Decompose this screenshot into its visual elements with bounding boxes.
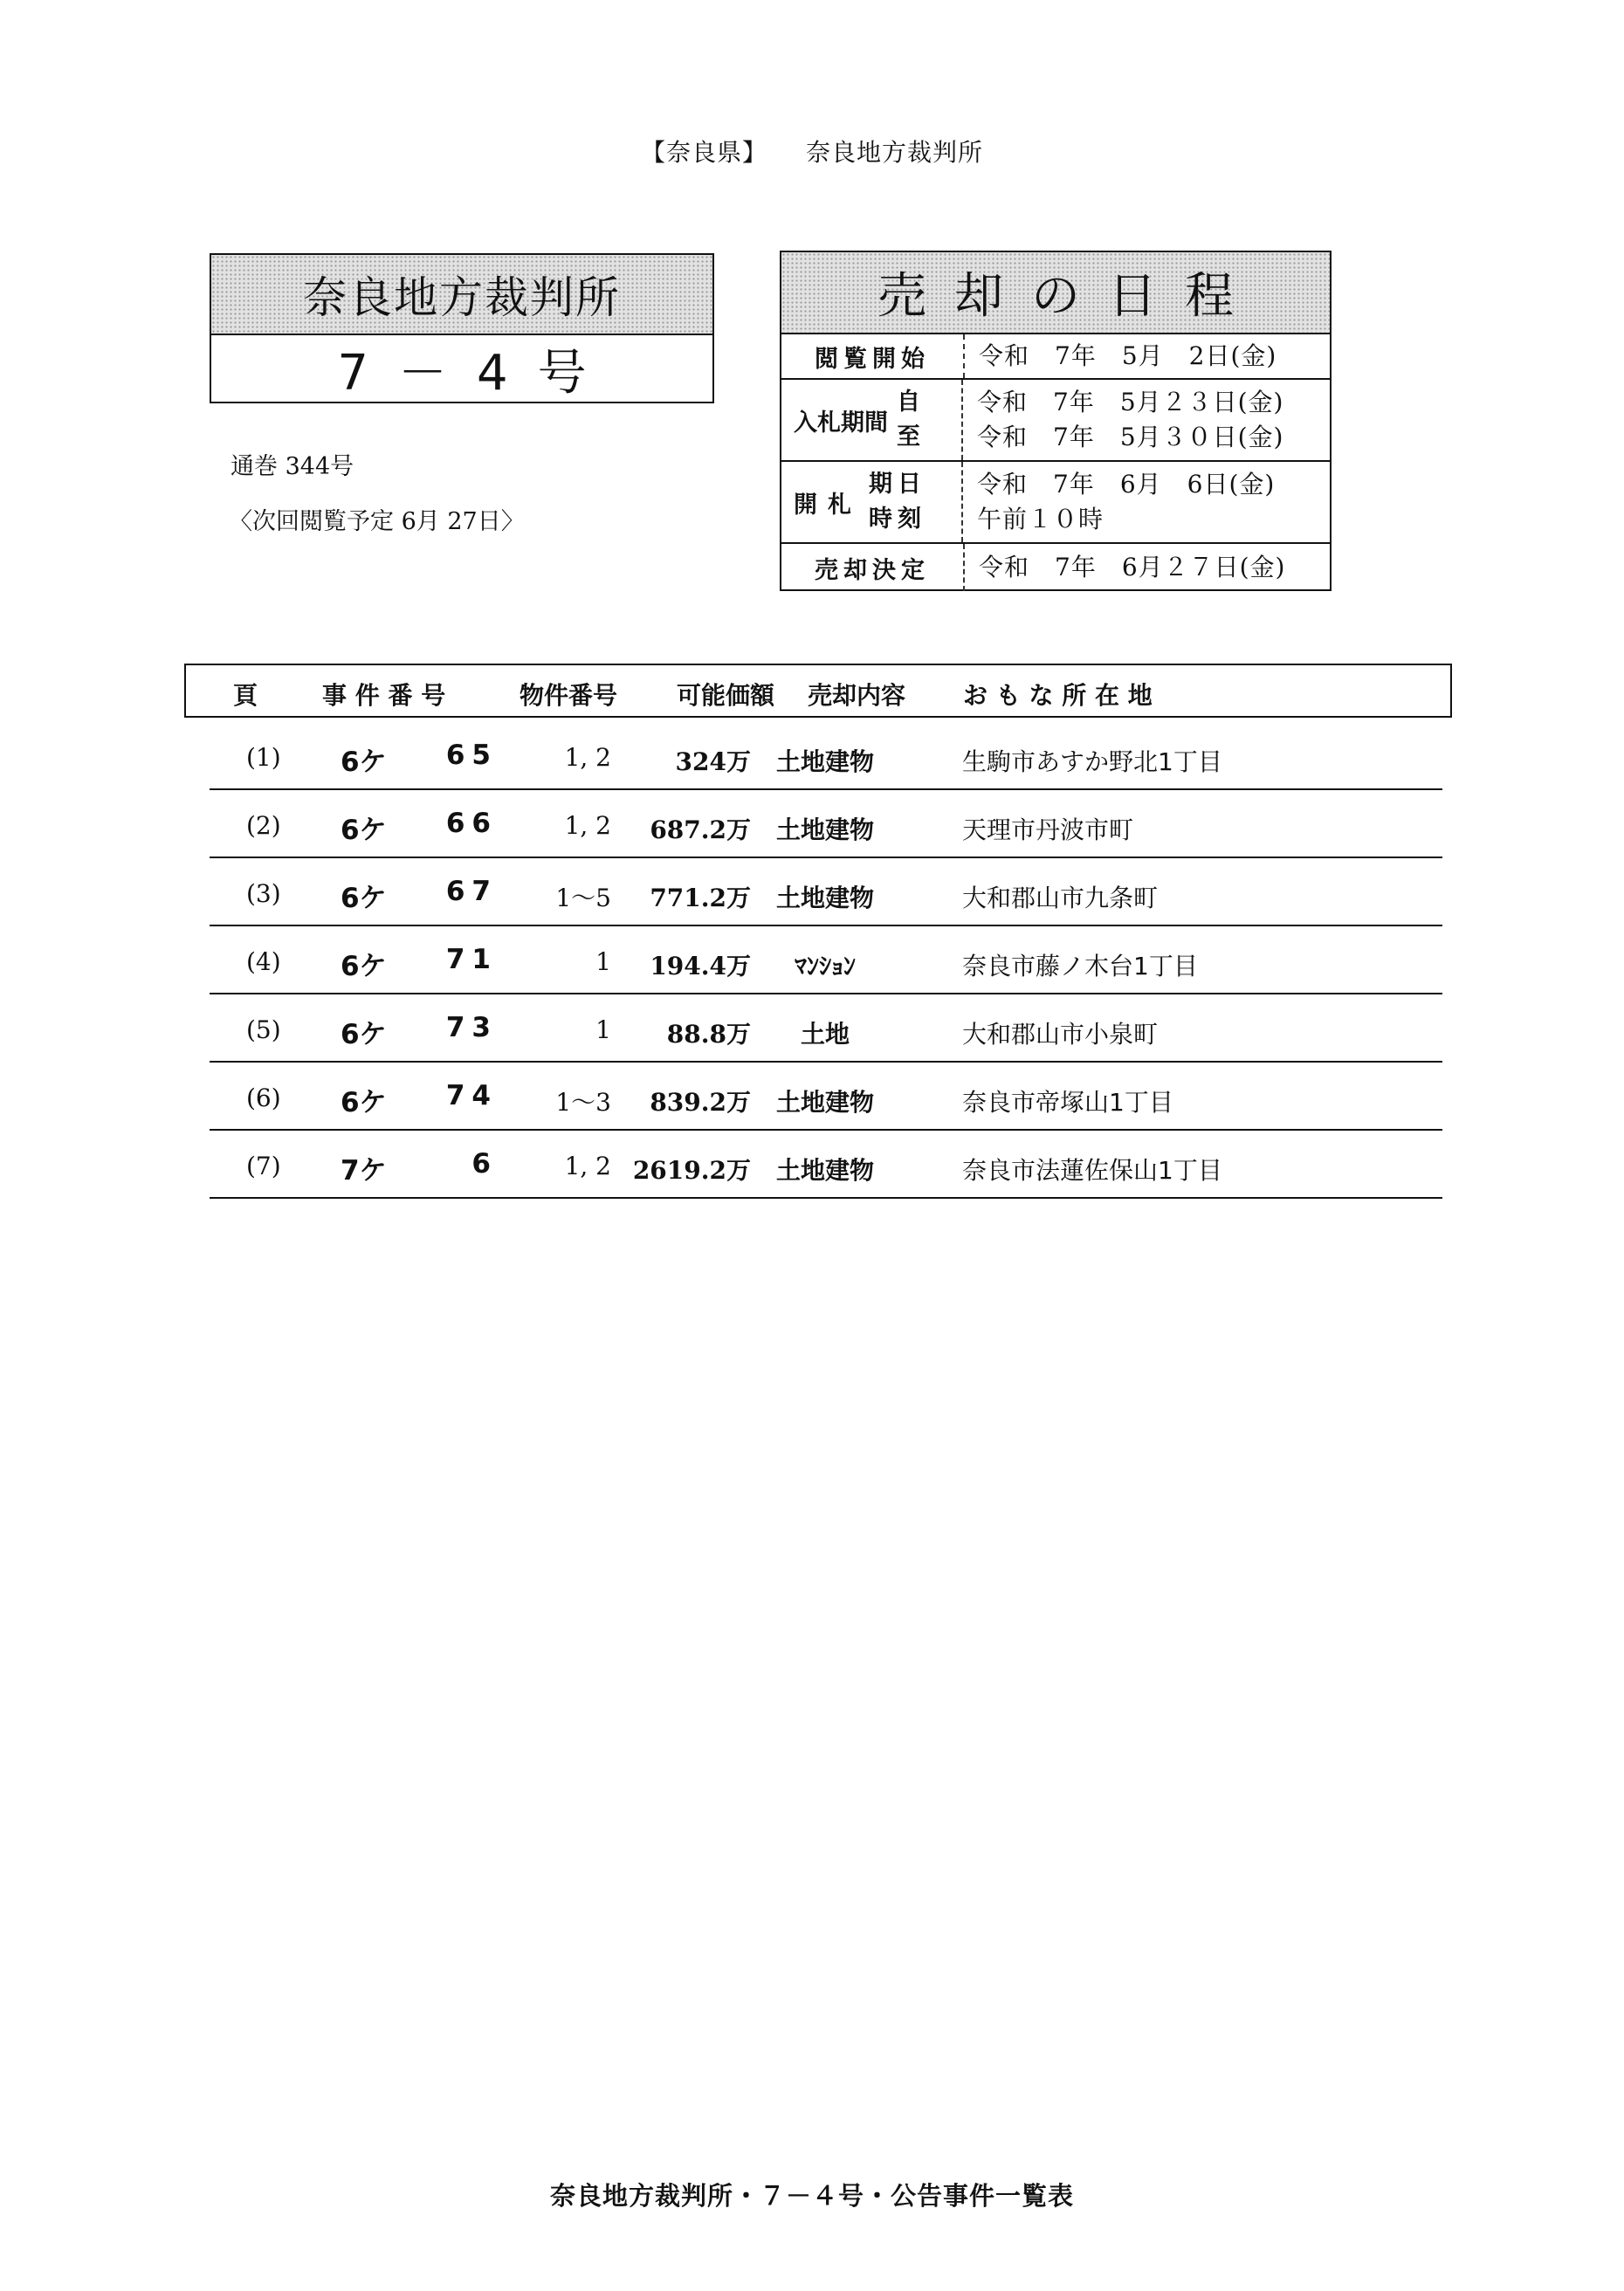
row-case-year: 6ケ xyxy=(341,1019,387,1050)
row-location: 天理市丹波市町 xyxy=(962,815,1134,844)
schedule-sublabel: 時刻 xyxy=(869,506,926,533)
table-row xyxy=(210,1131,1442,1199)
row-case-number: 65 xyxy=(445,740,498,771)
row-property-number: 1～3 xyxy=(555,1088,611,1117)
row-price: 324万 xyxy=(675,747,751,776)
row-page: (2) xyxy=(246,811,281,840)
page-footer: 奈良地方裁判所・７－４号・公告事件一覧表 xyxy=(549,2181,1074,2211)
row-property-number: 1, 2 xyxy=(564,1152,611,1180)
row-price: 771.2万 xyxy=(650,884,751,912)
schedule-value-text: 令和 7年 6月 6日(金) xyxy=(977,470,1276,499)
row-location: 大和郡山市九条町 xyxy=(962,884,1159,912)
row-sale-type: 土地建物 xyxy=(775,747,874,776)
table-row xyxy=(210,994,1442,1063)
row-case-year: 6ケ xyxy=(341,746,387,778)
schedule-row-bidding xyxy=(781,380,1330,462)
schedule-value-text: 令和 7年 5月３０日(金) xyxy=(977,423,1284,451)
next-viewing-date: 〈次回閲覧予定 6月 27日〉 xyxy=(229,508,525,535)
schedule-value xyxy=(963,462,1330,542)
row-property-number: 1～5 xyxy=(555,884,611,912)
issue-number: 7－4号 xyxy=(337,345,616,402)
schedule-value-text: 令和 7年 6月２７日(金) xyxy=(979,553,1286,581)
table-header xyxy=(184,664,1452,718)
row-property-number: 1, 2 xyxy=(564,811,611,840)
schedule-row-decision xyxy=(781,544,1330,591)
schedule-sublabel: 至 xyxy=(897,423,920,451)
row-case-number: 73 xyxy=(445,1012,498,1043)
row-location: 奈良市藤ノ木台1丁目 xyxy=(962,952,1198,980)
row-case-year: 6ケ xyxy=(341,815,387,846)
row-sale-type: 土地建物 xyxy=(775,1156,874,1185)
row-sale-type: 土地 xyxy=(800,1020,850,1049)
row-page: (4) xyxy=(246,947,281,976)
row-case-number: 66 xyxy=(445,808,498,839)
header-location: お も な 所 在 地 xyxy=(963,681,1153,710)
schedule-label-text: 入札期間 xyxy=(794,409,888,437)
row-page: (5) xyxy=(246,1015,281,1044)
court-name: 奈良地方裁判所 xyxy=(211,255,712,335)
row-page: (3) xyxy=(246,879,281,908)
table-row xyxy=(210,926,1442,994)
sale-schedule xyxy=(780,251,1332,591)
row-location: 大和郡山市小泉町 xyxy=(962,1020,1159,1049)
header-type: 売却内容 xyxy=(808,681,906,710)
row-sale-type: 土地建物 xyxy=(775,1088,874,1117)
schedule-label xyxy=(781,380,963,460)
row-location: 奈良市法蓮佐保山1丁目 xyxy=(962,1156,1222,1185)
row-case-year: 6ケ xyxy=(341,951,387,982)
row-property-number: 1, 2 xyxy=(564,743,611,772)
schedule-label-text: 閲覧開始 xyxy=(815,345,930,373)
row-page: (6) xyxy=(246,1084,281,1112)
schedule-value xyxy=(965,544,1330,591)
table-row xyxy=(210,790,1442,858)
header-prop: 物件番号 xyxy=(520,681,618,710)
table-row xyxy=(210,1063,1442,1131)
row-case-year: 6ケ xyxy=(341,1087,387,1118)
row-case-number: 67 xyxy=(445,876,498,907)
schedule-value xyxy=(963,380,1330,460)
schedule-label-text: 売却決定 xyxy=(815,556,930,584)
row-location: 奈良市帝塚山1丁目 xyxy=(962,1088,1173,1117)
schedule-value-text: 令和 7年 5月 2日(金) xyxy=(979,341,1277,370)
row-sale-type: 土地建物 xyxy=(775,884,874,912)
row-property-number: 1 xyxy=(595,947,611,976)
table-row xyxy=(210,858,1442,926)
row-property-number: 1 xyxy=(595,1015,611,1044)
header-case: 事 件 番 号 xyxy=(322,681,446,710)
row-price: 839.2万 xyxy=(650,1088,751,1117)
schedule-row-opening xyxy=(781,462,1330,544)
court-label: 奈良地方裁判所 xyxy=(806,138,984,167)
row-price: 2619.2万 xyxy=(632,1156,751,1185)
schedule-sublabel: 自 xyxy=(897,389,920,416)
row-sale-type: 土地建物 xyxy=(775,815,874,844)
row-location: 生駒市あすか野北1丁目 xyxy=(962,747,1222,776)
schedule-label xyxy=(781,334,965,378)
row-case-year: 6ケ xyxy=(341,883,387,914)
schedule-title: 売却の日程 xyxy=(781,252,1330,334)
row-case-number: 74 xyxy=(445,1080,498,1111)
table-row xyxy=(210,722,1442,790)
schedule-label xyxy=(781,462,963,542)
volume-number: 通巻 344号 xyxy=(231,453,354,480)
schedule-value-text: 令和 7年 5月２３日(金) xyxy=(977,388,1284,416)
row-page: (1) xyxy=(246,743,281,772)
schedule-value xyxy=(965,334,1330,378)
row-price: 88.8万 xyxy=(666,1020,751,1049)
row-price: 687.2万 xyxy=(650,815,751,844)
row-case-number: 71 xyxy=(445,944,498,975)
row-price: 194.4万 xyxy=(650,952,751,980)
court-box xyxy=(210,253,714,403)
row-page: (7) xyxy=(246,1152,281,1180)
schedule-label xyxy=(781,544,965,591)
row-case-year: 7ケ xyxy=(341,1155,387,1187)
row-case-number: 6 xyxy=(471,1148,498,1180)
schedule-label-text: 開札 xyxy=(794,491,862,519)
schedule-row-viewing xyxy=(781,334,1330,380)
schedule-sublabel: 期日 xyxy=(869,471,926,498)
prefecture-label: 【奈良県】 xyxy=(640,138,767,167)
header-page: 頁 xyxy=(233,681,258,710)
header-price: 可能価額 xyxy=(677,681,775,710)
schedule-value-text: 午前１０時 xyxy=(977,505,1104,533)
row-sale-type: ﾏﾝｼｮﾝ xyxy=(794,952,856,980)
page-header xyxy=(0,134,1624,169)
